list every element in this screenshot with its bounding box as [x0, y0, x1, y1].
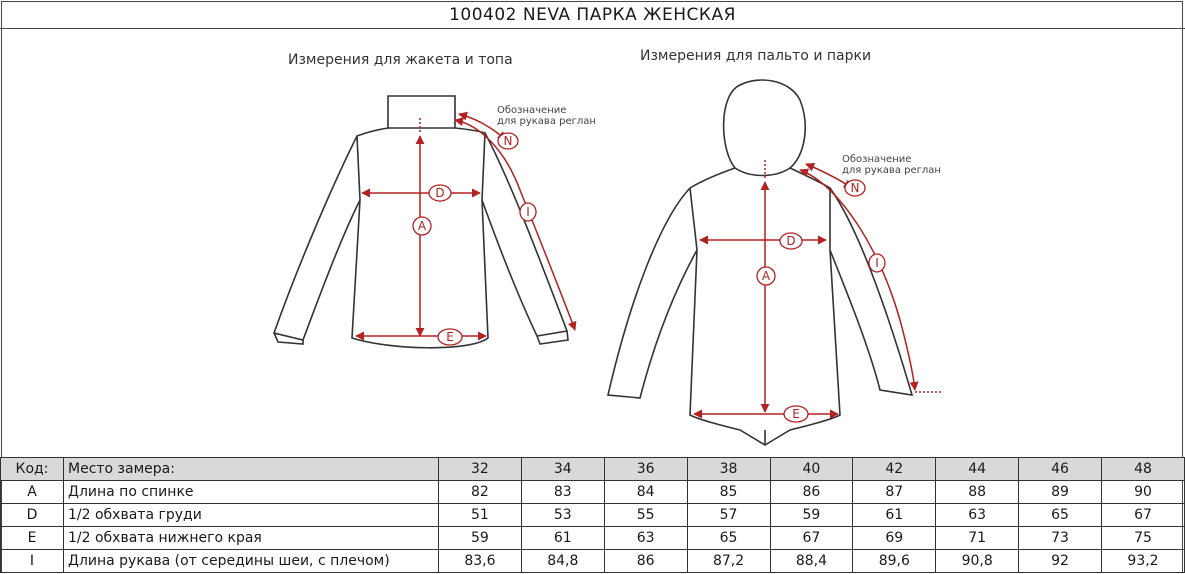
row-value: 67 [770, 527, 853, 550]
header-size: 46 [1019, 458, 1102, 481]
row-value: 86 [604, 550, 687, 573]
row-value: 86 [770, 481, 853, 504]
row-value: 85 [687, 481, 770, 504]
header-size: 44 [936, 458, 1019, 481]
row-value: 59 [439, 527, 522, 550]
row-value: 84,8 [521, 550, 604, 573]
measurement-diagrams [0, 30, 1185, 455]
row-code: E [1, 527, 64, 550]
marker-a-right: A [761, 269, 771, 283]
row-value: 55 [604, 504, 687, 527]
header-size: 38 [687, 458, 770, 481]
row-value: 88 [936, 481, 1019, 504]
header-size: 42 [853, 458, 936, 481]
row-value: 63 [936, 504, 1019, 527]
row-value: 73 [1019, 527, 1102, 550]
row-value: 87 [853, 481, 936, 504]
header-name: Место замера: [64, 458, 439, 481]
size-table [0, 457, 1185, 573]
marker-d-right: D [786, 234, 796, 248]
row-value: 51 [439, 504, 522, 527]
row-code: D [1, 504, 64, 527]
marker-i-left: I [526, 205, 530, 219]
row-value: 65 [687, 527, 770, 550]
row-value: 53 [521, 504, 604, 527]
table-row [1, 550, 1185, 573]
row-value: 87,2 [687, 550, 770, 573]
marker-e-left: E [446, 330, 454, 344]
left-raglan-note: Обозначение для рукава реглан [497, 105, 596, 127]
right-diagram-caption: Измерения для пальто и парки [640, 48, 872, 64]
parka-measurements [694, 160, 942, 414]
row-value: 82 [439, 481, 522, 504]
row-value: 90,8 [936, 550, 1019, 573]
row-value: 93,2 [1102, 550, 1185, 573]
header-size: 36 [604, 458, 687, 481]
marker-a-left: A [417, 219, 427, 233]
row-value: 92 [1019, 550, 1102, 573]
row-name: 1/2 обхвата груди [64, 504, 439, 527]
table-row [1, 527, 1185, 550]
row-value: 71 [936, 527, 1019, 550]
row-value: 89 [1019, 481, 1102, 504]
marker-n-left: N [503, 134, 513, 148]
right-raglan-note: Обозначение для рукава реглан [842, 154, 941, 176]
row-value: 83 [521, 481, 604, 504]
marker-d-left: D [435, 186, 445, 200]
row-value: 57 [687, 504, 770, 527]
row-value: 90 [1102, 481, 1185, 504]
row-code: A [1, 481, 64, 504]
row-name: Длина рукава (от середины шеи, с плечом) [64, 550, 439, 573]
row-value: 83,6 [439, 550, 522, 573]
table-row [1, 481, 1185, 504]
header-size: 32 [439, 458, 522, 481]
row-value: 84 [604, 481, 687, 504]
row-value: 75 [1102, 527, 1185, 550]
row-value: 88,4 [770, 550, 853, 573]
parka-markers [757, 180, 885, 422]
marker-e-right: E [792, 407, 800, 421]
page-title: 100402 NEVA ПАРКА ЖЕНСКАЯ [0, 0, 1185, 29]
row-value: 67 [1102, 504, 1185, 527]
jacket-markers [413, 133, 536, 345]
jacket-measurements [356, 114, 575, 336]
table-row [1, 504, 1185, 527]
marker-i-right: I [875, 256, 879, 270]
row-value: 65 [1019, 504, 1102, 527]
row-value: 59 [770, 504, 853, 527]
row-value: 63 [604, 527, 687, 550]
parka-outline [608, 80, 912, 445]
row-value: 61 [521, 527, 604, 550]
size-table-header [1, 458, 1185, 481]
header-size: 34 [521, 458, 604, 481]
left-diagram-caption: Измерения для жакета и топа [288, 52, 513, 68]
row-value: 61 [853, 504, 936, 527]
row-name: 1/2 обхвата нижнего края [64, 527, 439, 550]
header-size: 48 [1102, 458, 1185, 481]
row-name: Длина по спинке [64, 481, 439, 504]
header-code: Код: [1, 458, 64, 481]
header-size: 40 [770, 458, 853, 481]
row-value: 69 [853, 527, 936, 550]
row-code: I [1, 550, 64, 573]
marker-n-right: N [850, 181, 860, 195]
row-value: 89,6 [853, 550, 936, 573]
